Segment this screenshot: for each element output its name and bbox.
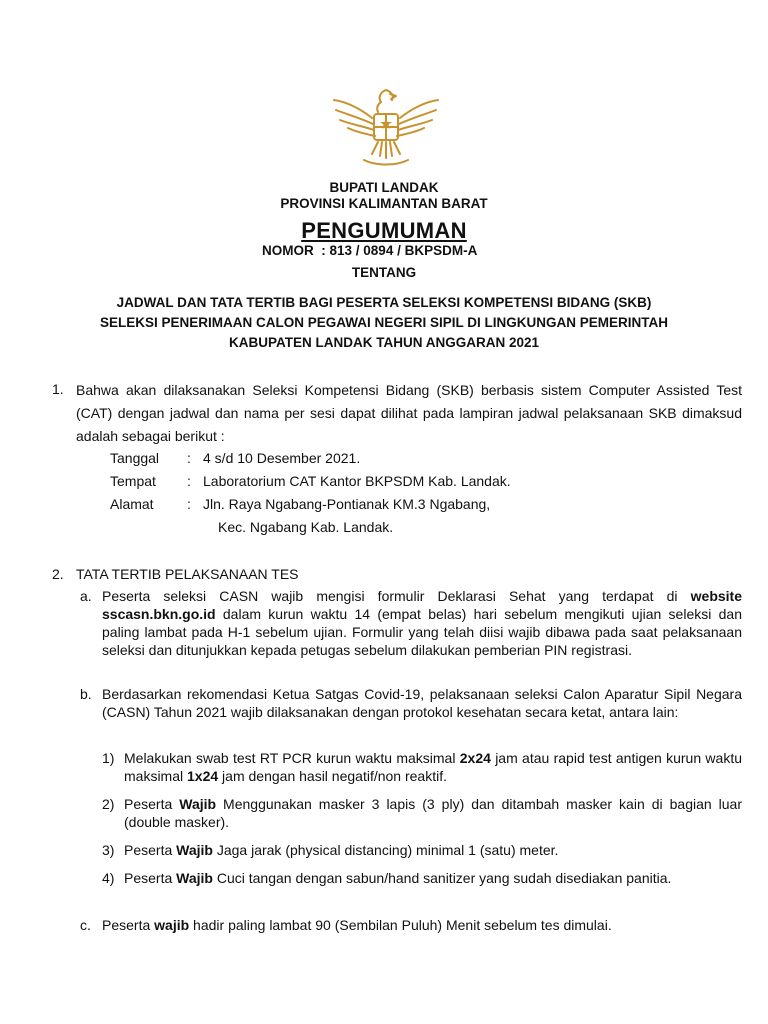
item-a-post: dalam kurun waktu 14 (empat belas) hari sebelum mengikuti ujian seleksi dan paling lambat pada H-1 sebelum ujian. Formulir yang telah diisi wajib dibawa pada saat pelaksanaan seleksi dan ditunjukkan kepada petugas sebelum dilakukan pemberian PIN registrasi. bbox=[102, 606, 742, 658]
tentang-heading: TENTANG bbox=[351, 265, 417, 280]
item-b2-text: Peserta Wajib Menggunakan masker 3 lapis (3 ply) dan ditambah masker kain di bagian luar (double masker). bbox=[124, 796, 742, 830]
row-tanggal-sep: : bbox=[187, 450, 191, 466]
header-line-provinsi: PROVINSI KALIMANTAN BARAT bbox=[280, 196, 488, 211]
item-b3-text: Peserta Wajib Jaga jarak (physical distancing) minimal 1 (satu) meter. bbox=[124, 842, 559, 858]
row-tanggal-label: Tanggal bbox=[110, 450, 160, 466]
item-a-pre: Peserta seleksi CASN wajib mengisi formulir Deklarasi Sehat yang terdapat di bbox=[102, 588, 678, 604]
row-alamat-value: Jln. Raya Ngabang-Pontianak KM.3 Ngabang, bbox=[203, 496, 491, 512]
nomor-line bbox=[262, 243, 477, 258]
item-c-mark: c. bbox=[80, 917, 91, 933]
item-b3-mark: 3) bbox=[102, 842, 115, 858]
garuda-emblem-icon bbox=[326, 80, 446, 172]
row-tempat-label: Tempat bbox=[110, 473, 156, 489]
section-2-number: 2. bbox=[52, 566, 64, 582]
section-1-number: 1. bbox=[52, 381, 64, 397]
item-b1-text: Melakukan swab test RT PCR kurun waktu maksimal 2x24 jam atau rapid test antigen kurun waktu maksimal 1x24 jam dengan hasil negatif/non reaktif. bbox=[124, 750, 742, 784]
item-b-mark: b. bbox=[80, 686, 92, 702]
item-b4-text: Peserta Wajib Cuci tangan dengan sabun/hand sanitizer yang sudah disediakan panitia. bbox=[124, 870, 672, 886]
subject-line: KABUPATEN LANDAK TAHUN ANGGARAN 2021 bbox=[228, 335, 539, 350]
item-a-website: website sscasn.bkn.go.id bbox=[102, 588, 742, 622]
item-b2-mark: 2) bbox=[102, 796, 115, 812]
row-tempat-sep: : bbox=[187, 473, 191, 489]
item-b4-mark: 4) bbox=[102, 870, 115, 886]
subject-line: SELEKSI PENERIMAAN CALON PEGAWAI NEGERI SIPIL DI LINGKUNGAN PEMERINTAH bbox=[99, 315, 669, 330]
section-1-text: Bahwa akan dilaksanakan Seleksi Kompetensi Bidang (SKB) berbasis sistem Computer Assisted Test (CAT) dengan jadwal dan nama per sesi dapat dilihat pada lampiran jadwal pelaksanaan SKB dimaksud adalah sebagai berikut : bbox=[76, 382, 742, 444]
item-b1-mark: 1) bbox=[102, 750, 115, 766]
item-b-text: Berdasarkan rekomendasi Ketua Satgas Covid-19, pelaksanaan seleksi Calon Aparatur Sipil Negara (CASN) Tahun 2021 wajib dilaksanakan dengan protokol kesehatan secara ketat, antara lain: bbox=[102, 686, 742, 720]
nomor-label: NOMOR bbox=[262, 243, 314, 258]
row-tanggal-value: 4 s/d 10 Desember 2021. bbox=[203, 450, 361, 466]
item-a-mark: a. bbox=[80, 588, 92, 604]
section-2-title: TATA TERTIB PELAKSANAAN TES bbox=[76, 566, 299, 582]
row-alamat-continuation: Kec. Ngabang Kab. Landak. bbox=[218, 519, 394, 535]
subject-line: JADWAL DAN TATA TERTIB BAGI PESERTA SELEKSI KOMPETENSI BIDANG (SKB) bbox=[116, 295, 652, 310]
header-line-bupati: BUPATI LANDAK bbox=[329, 180, 439, 195]
subject-block bbox=[0, 293, 768, 353]
row-alamat-label: Alamat bbox=[110, 496, 154, 512]
item-a-text bbox=[102, 587, 742, 659]
row-alamat-sep: : bbox=[187, 496, 191, 512]
row-tempat-value: Laboratorium CAT Kantor BKPSDM Kab. Landak. bbox=[203, 473, 511, 489]
page-title: PENGUMUMAN bbox=[301, 218, 467, 243]
item-c-text: Peserta wajib hadir paling lambat 90 (Sembilan Puluh) Menit sebelum tes dimulai. bbox=[102, 917, 612, 933]
nomor-value: : 813 / 0894 / BKPSDM-A bbox=[321, 243, 478, 258]
